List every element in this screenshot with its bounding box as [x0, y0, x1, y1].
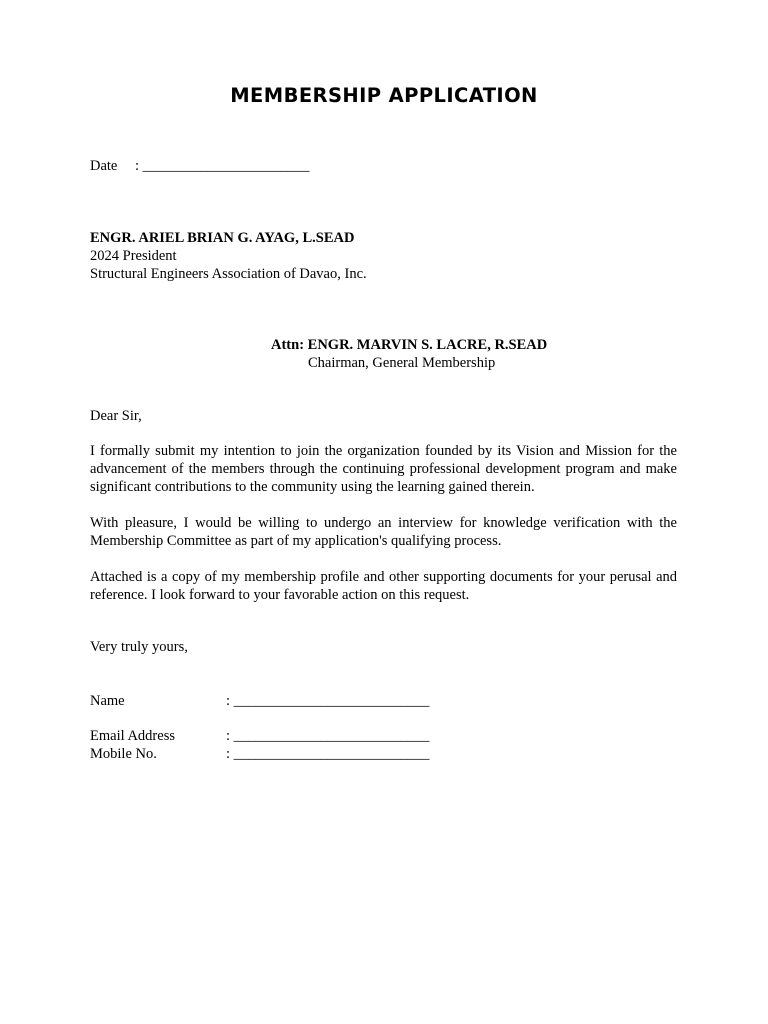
name-blank: : ___________________________	[226, 693, 430, 709]
date-blank: : _______________________	[135, 158, 310, 174]
date-label: Date	[90, 158, 118, 174]
recipient-organization: Structural Engineers Association of Davao, Inc.	[90, 266, 367, 282]
body-paragraph: Attached is a copy of my membership profile and other supporting documents for your perusal and reference. I look forward to your favorable action on this request.	[90, 569, 677, 603]
email-blank: : ___________________________	[226, 728, 430, 744]
mobile-field	[90, 745, 429, 763]
mobile-label: Mobile No.	[90, 746, 157, 762]
email-field	[90, 727, 429, 745]
name-label: Name	[90, 693, 125, 709]
recipient-name: ENGR. ARIEL BRIAN G. AYAG, L.SEAD	[90, 230, 355, 246]
recipient-position: 2024 President	[90, 248, 177, 264]
body-paragraph: With pleasure, I would be willing to undergo an interview for knowledge verification with the Membership Committee as part of my application's qualifying process.	[90, 515, 677, 549]
mobile-blank: : ___________________________	[226, 746, 430, 762]
date-row	[90, 157, 309, 175]
attention-role: Chairman, General Membership	[308, 355, 496, 371]
email-label: Email Address	[90, 728, 175, 744]
salutation: Dear Sir,	[90, 408, 142, 424]
body-paragraph: I formally submit my intention to join the organization founded by its Vision and Mission for the advancement of the members through the continuing professional development program and make significant contributions to the community using the learning gained therein.	[90, 443, 677, 495]
closing-line: Very truly yours,	[90, 639, 188, 655]
attention-line: Attn: ENGR. MARVIN S. LACRE, R.SEAD	[271, 337, 548, 353]
recipient-block	[90, 229, 690, 283]
name-field	[90, 692, 429, 710]
document-title: MEMBERSHIP APPLICATION	[230, 84, 538, 107]
